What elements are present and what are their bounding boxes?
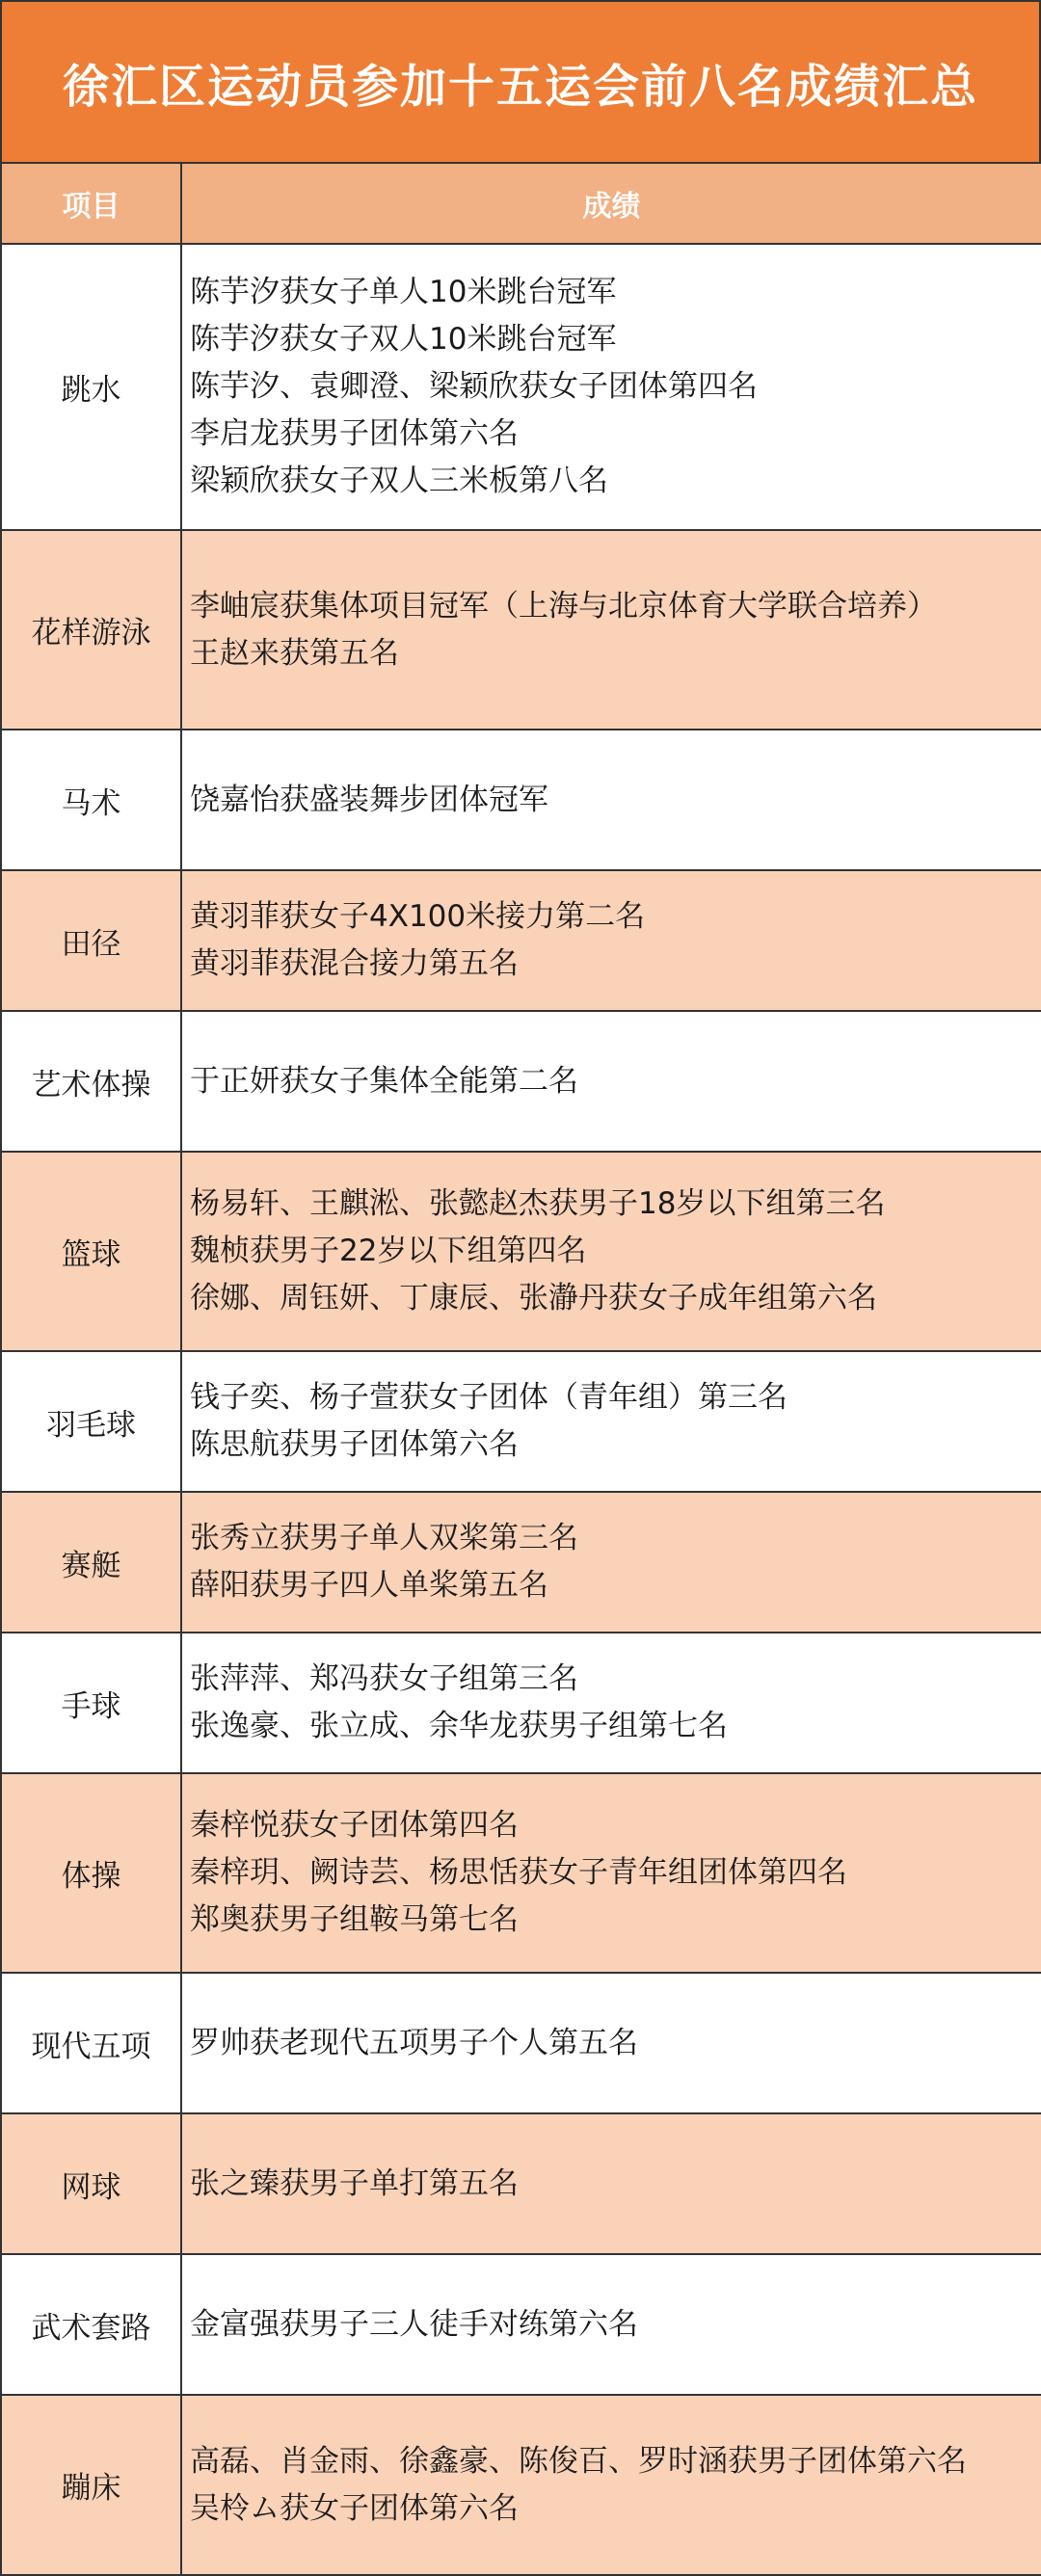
table-row — [1, 1351, 1041, 1492]
result-cell — [181, 1633, 1041, 1773]
result-line: 郑奥获男子组鞍马第七名 — [190, 1902, 519, 1937]
result-line: 饶嘉怡获盛装舞步团体冠军 — [190, 782, 548, 817]
result-cell — [181, 1351, 1041, 1492]
result-cell — [181, 2254, 1041, 2395]
table-row — [1, 1773, 1041, 1973]
result-cell — [181, 870, 1041, 1011]
result-line: 魏桢获男子22岁以下组第四名 — [190, 1234, 587, 1268]
header-event: 项目 — [1, 163, 181, 244]
result-line: 张萍萍、郑冯获女子组第三名 — [190, 1661, 578, 1696]
event-cell: 篮球 — [1, 1152, 181, 1351]
result-cell — [181, 1011, 1041, 1152]
result-line: 张逸豪、张立成、余华龙获男子组第七名 — [190, 1709, 728, 1743]
result-cell — [181, 730, 1041, 870]
table-row — [1, 1633, 1041, 1773]
event-cell: 武术套路 — [1, 2254, 181, 2395]
event-cell: 跳水 — [1, 244, 181, 530]
result-line: 黄羽菲获混合接力第五名 — [190, 946, 519, 981]
event-cell: 花样游泳 — [1, 530, 181, 730]
result-line: 陈芋汐获女子单人10米跳台冠军 — [190, 275, 617, 309]
table-header-row — [1, 163, 1041, 244]
table-row — [1, 2395, 1041, 2575]
event-cell: 艺术体操 — [1, 1011, 181, 1152]
result-cell — [181, 2395, 1041, 2575]
event-cell: 手球 — [1, 1633, 181, 1773]
event-cell: 田径 — [1, 870, 181, 1011]
result-line: 陈芋汐、袁卿澄、梁颖欣获女子团体第四名 — [190, 369, 758, 404]
result-line: 徐娜、周钰妍、丁康辰、张瀞丹获女子成年组第六名 — [190, 1281, 877, 1315]
result-cell — [181, 530, 1041, 730]
result-line: 秦梓悦获女子团体第四名 — [190, 1808, 519, 1843]
result-line: 张之臻获男子单打第五名 — [190, 2165, 519, 2201]
table-row — [1, 1492, 1041, 1633]
event-cell: 体操 — [1, 1773, 181, 1973]
result-line: 金富强获男子三人徒手对练第六名 — [190, 2306, 638, 2342]
result-cell — [181, 1973, 1041, 2113]
result-line: 杨易轩、王麒淞、张懿赵杰获男子18岁以下组第三名 — [190, 1186, 886, 1221]
result-line: 薛阳获男子四人单桨第五名 — [190, 1568, 548, 1603]
result-line: 吴柃ム获女子团体第六名 — [190, 2490, 519, 2526]
table-row — [1, 2113, 1041, 2254]
result-cell — [181, 1773, 1041, 1973]
event-cell: 赛艇 — [1, 1492, 181, 1633]
result-line: 黄羽菲获女子4X100米接力第二名 — [190, 899, 646, 934]
result-cell — [181, 1152, 1041, 1351]
result-line: 张秀立获男子单人双桨第三名 — [190, 1521, 578, 1555]
result-line: 罗帅获老现代五项男子个人第五名 — [190, 2025, 638, 2060]
result-line: 钱子奕、杨子萱获女子团体（青年组）第三名 — [190, 1380, 787, 1415]
result-line: 李岫宸获集体项目冠军（上海与北京体育大学联合培养） — [190, 588, 937, 624]
table-row — [1, 870, 1041, 1011]
result-line: 李启龙获男子团体第六名 — [190, 416, 519, 451]
result-line: 陈思航获男子团体第六名 — [190, 1427, 519, 1462]
table-row — [1, 244, 1041, 530]
table-row — [1, 730, 1041, 870]
table-row — [1, 2254, 1041, 2395]
table-row — [1, 1011, 1041, 1152]
result-cell — [181, 244, 1041, 530]
event-cell: 网球 — [1, 2113, 181, 2254]
page-title: 徐汇区运动员参加十五运会前八名成绩汇总 — [0, 0, 1041, 162]
table-row — [1, 1152, 1041, 1351]
event-cell: 马术 — [1, 730, 181, 870]
result-cell — [181, 1492, 1041, 1633]
header-result: 成绩 — [181, 163, 1041, 244]
result-line: 梁颖欣获女子双人三米板第八名 — [190, 464, 608, 498]
event-cell: 蹦床 — [1, 2395, 181, 2575]
result-line: 陈芋汐获女子双人10米跳台冠军 — [190, 322, 617, 357]
event-cell: 现代五项 — [1, 1973, 181, 2113]
result-line: 高磊、肖金雨、徐鑫豪、陈俊百、罗时涵获男子团体第六名 — [190, 2443, 967, 2479]
result-line: 秦梓玥、阙诗芸、杨思恬获女子青年组团体第四名 — [190, 1855, 847, 1890]
table-row — [1, 1973, 1041, 2113]
result-line: 王赵来获第五名 — [190, 635, 399, 671]
results-table — [0, 162, 1041, 2576]
table-row — [1, 530, 1041, 730]
event-cell: 羽毛球 — [1, 1351, 181, 1492]
result-cell — [181, 2113, 1041, 2254]
result-line: 于正妍获女子集体全能第二名 — [190, 1063, 578, 1099]
